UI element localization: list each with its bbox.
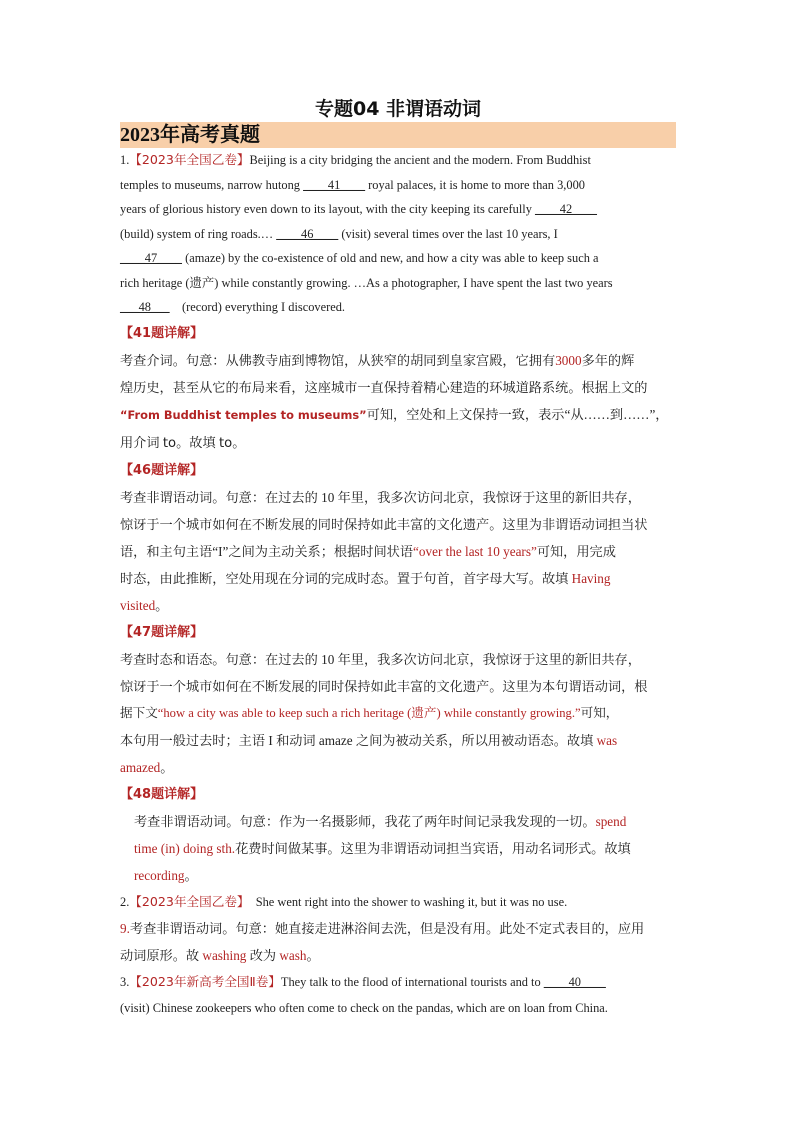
- a48-answer: recording: [134, 867, 185, 883]
- a41-text: 。故填: [176, 434, 219, 450]
- q3-line-2: [120, 995, 676, 1021]
- a48-text: 花费时间做某事。这里为非谓语动词担当宾语，用动名词形式。故填: [235, 840, 631, 856]
- q1-text-4: years of glorious history even down to its layout, with the city keeping its carefully: [120, 202, 532, 216]
- a46-text: 时态，由此推断，空处用现在分词的完成时态。置于句首，首字母大写。故填: [120, 570, 572, 586]
- a47-answer: amazed: [120, 759, 161, 775]
- q3-number: 3.: [120, 974, 130, 989]
- a48-phrase: time (in) doing sth.: [134, 840, 236, 856]
- a48-line-2: [120, 835, 676, 862]
- blank-46: ____46____: [276, 226, 339, 241]
- q1-line-1: [120, 148, 676, 173]
- blank-42: ____42____: [535, 202, 597, 216]
- q1-text-5: (build) system of ring roads.…: [120, 226, 274, 241]
- answer-41-heading: 【41题详解】: [120, 325, 204, 341]
- a46-text: 。: [155, 597, 169, 613]
- q2-wrong-word: washing: [202, 947, 247, 963]
- q1-line-2: [120, 173, 676, 198]
- a47-text: 年里，我多次访问北京，我惊讶于这里的新旧共存，: [334, 651, 641, 667]
- a41-line-1: [120, 347, 676, 374]
- a41-quote: “From Buddhist temples to museums”: [120, 407, 367, 422]
- a47-line-5: [120, 754, 676, 781]
- q2-answer-number: 9.: [120, 920, 130, 936]
- q2-answer-2: [120, 942, 676, 969]
- a46-text: 语，和主句主语“I”之间为主动关系；根据时间状语: [120, 543, 414, 559]
- q2-number: 2.: [120, 894, 130, 909]
- a41-word: to: [162, 435, 177, 451]
- q1-source-tag: 【2023年全国乙卷】: [129, 152, 250, 167]
- q1-line-3: [120, 197, 676, 222]
- q1-number: 1.: [120, 153, 130, 167]
- q1-text-7: (amaze) by the co-existence of old and new, and how a city was able to keep such a: [185, 251, 599, 265]
- q3-text-2: (visit) Chinese zookeepers who often come to check on the pandas, which are on loan from China.: [120, 1000, 608, 1015]
- a46-text: 惊讶于一个城市如何在不断发展的同时保持如此丰富的文化遗产。这里为非谓语动词担当状: [120, 516, 648, 532]
- q1-text-2: temples to museums, narrow hutong: [120, 177, 300, 192]
- a47-text: 之间为被动关系，所以用被动语态。故填: [352, 732, 597, 748]
- q1-line-5: [120, 246, 676, 271]
- answer-46-heading: 【46题详解】: [120, 462, 204, 478]
- section-band: 2023年高考真题: [120, 122, 676, 148]
- a46-answer: visited: [120, 597, 156, 613]
- q2-answer-text: 改为: [246, 947, 280, 963]
- a41-line-4: [120, 429, 676, 457]
- a47-line-3: [120, 700, 676, 727]
- answer-41: [120, 320, 676, 457]
- page: [120, 96, 676, 1021]
- a47-text: 考查时态和语态。句意：在过去的: [120, 651, 322, 667]
- answer-47: [120, 619, 676, 781]
- q2-answer-text: 。: [306, 947, 320, 963]
- answer-47-heading: 【47题详解】: [120, 624, 204, 640]
- answer-48-heading: 【48题详解】: [120, 786, 204, 802]
- blank-41: ____41____: [303, 177, 366, 192]
- question-1: [120, 148, 676, 320]
- question-2: [120, 889, 676, 969]
- q2-answer-text: 考查非谓语动词。句意：她直接走进淋浴间去洗，但是没有用。此处不定式表目的，应用: [129, 920, 645, 936]
- a47-line-1: [120, 646, 676, 673]
- q3-line-1: [120, 969, 676, 995]
- a46-line-2: [120, 511, 676, 538]
- a46-line-1: [120, 484, 676, 511]
- q1-text-3: royal palaces, it is home to more than 3,000: [368, 177, 585, 192]
- q1-text-6: (visit) several times over the last 10 years, I: [341, 226, 558, 241]
- a47-text: 本句用一般过去时；主语: [120, 732, 269, 748]
- a47-text: 。: [160, 759, 174, 775]
- blank-40: ____40____: [543, 974, 606, 989]
- a41-text: 多年的辉: [581, 352, 635, 368]
- a46-line-5: [120, 592, 676, 619]
- question-3: [120, 969, 676, 1021]
- a46-line-4: [120, 565, 676, 592]
- a46-line-3: [120, 538, 676, 565]
- a48-text: 。: [184, 867, 198, 883]
- a47-text: 可知，: [580, 705, 619, 720]
- a47-text: 和动词: [272, 732, 319, 748]
- answer-46: [120, 457, 676, 619]
- a47-text: 据下文: [120, 705, 158, 720]
- a46-text: 可知，用完成: [536, 543, 616, 559]
- a46-number: 10: [321, 489, 335, 505]
- q1-text-9: (record) everything I discovered.: [181, 300, 346, 314]
- q3-text-1: They talk to the flood of international tourists and to: [280, 974, 541, 989]
- a41-text: 煌历史，甚至从它的布局来看，这座城市一直保持着精心建造的环城道路系统。根据上文的: [120, 379, 648, 395]
- page-title: 专题04 非谓语动词: [314, 98, 482, 120]
- a46-text: 考查非谓语动词。句意：在过去的: [120, 489, 322, 505]
- a47-word: I: [268, 732, 273, 748]
- a46-answer: Having: [571, 570, 611, 586]
- a46-quote: “over the last 10 years”: [413, 543, 537, 559]
- q1-text-1: Beijing is a city bridging the ancient and the modern. From Buddhist: [249, 153, 591, 167]
- q2-answer-1: [120, 915, 676, 942]
- blank-47: ____47____: [120, 251, 182, 265]
- blank-48: ___48___: [120, 300, 170, 314]
- a47-number: 10: [321, 651, 335, 667]
- q2-line: [120, 889, 676, 915]
- a48-line-3: [120, 862, 676, 889]
- a47-line-4: [120, 727, 676, 754]
- a41-line-2: [120, 374, 676, 401]
- a41-answer: to: [218, 435, 233, 451]
- q2-answer-text: 动词原形。故: [120, 947, 203, 963]
- a47-word: amaze: [318, 732, 353, 748]
- q1-line-7: [120, 295, 676, 320]
- q2-correct-word: wash: [279, 947, 307, 963]
- q1-text-8: rich heritage (遗产) while constantly growing. …As a photographer, I have spent the last two years: [120, 275, 613, 290]
- q2-text: She went right into the shower to washing it, but it was no use.: [255, 894, 568, 909]
- q1-line-4: [120, 222, 676, 247]
- answer-48: [120, 781, 676, 889]
- a41-text: 考查介词。句意：从佛教寺庙到博物馆，从狭窄的胡同到皇家宫殿，它拥有: [120, 352, 556, 368]
- q2-source-tag: 【2023年全国乙卷】: [129, 893, 250, 909]
- q3-source-tag: 【2023年新高考全国Ⅱ卷】: [129, 973, 281, 989]
- a41-number: 3000: [555, 352, 582, 368]
- a48-line-1: [120, 808, 676, 835]
- a47-line-2: [120, 673, 676, 700]
- a47-answer: was: [596, 732, 618, 748]
- a47-quote: “how a city was able to keep such a rich heritage (遗产) while constantly growing.”: [157, 705, 581, 720]
- a41-text: 用介词: [120, 434, 163, 450]
- a47-text: 惊讶于一个城市如何在不断发展的同时保持如此丰富的文化遗产。这里为本句谓语动词，根: [120, 678, 648, 694]
- a46-text: 年里，我多次访问北京，我惊讶于这里的新旧共存，: [334, 489, 641, 505]
- a41-text: 可知，空处和上文保持一致，表示“从……到……”，: [366, 406, 669, 422]
- a41-line-3: [120, 401, 676, 429]
- a41-text: 。: [232, 434, 246, 450]
- a48-phrase: spend: [595, 813, 627, 829]
- a48-text: 考查非谓语动词。句意：作为一名摄影师，我花了两年时间记录我发现的一切。: [134, 813, 596, 829]
- q1-line-6: [120, 271, 676, 296]
